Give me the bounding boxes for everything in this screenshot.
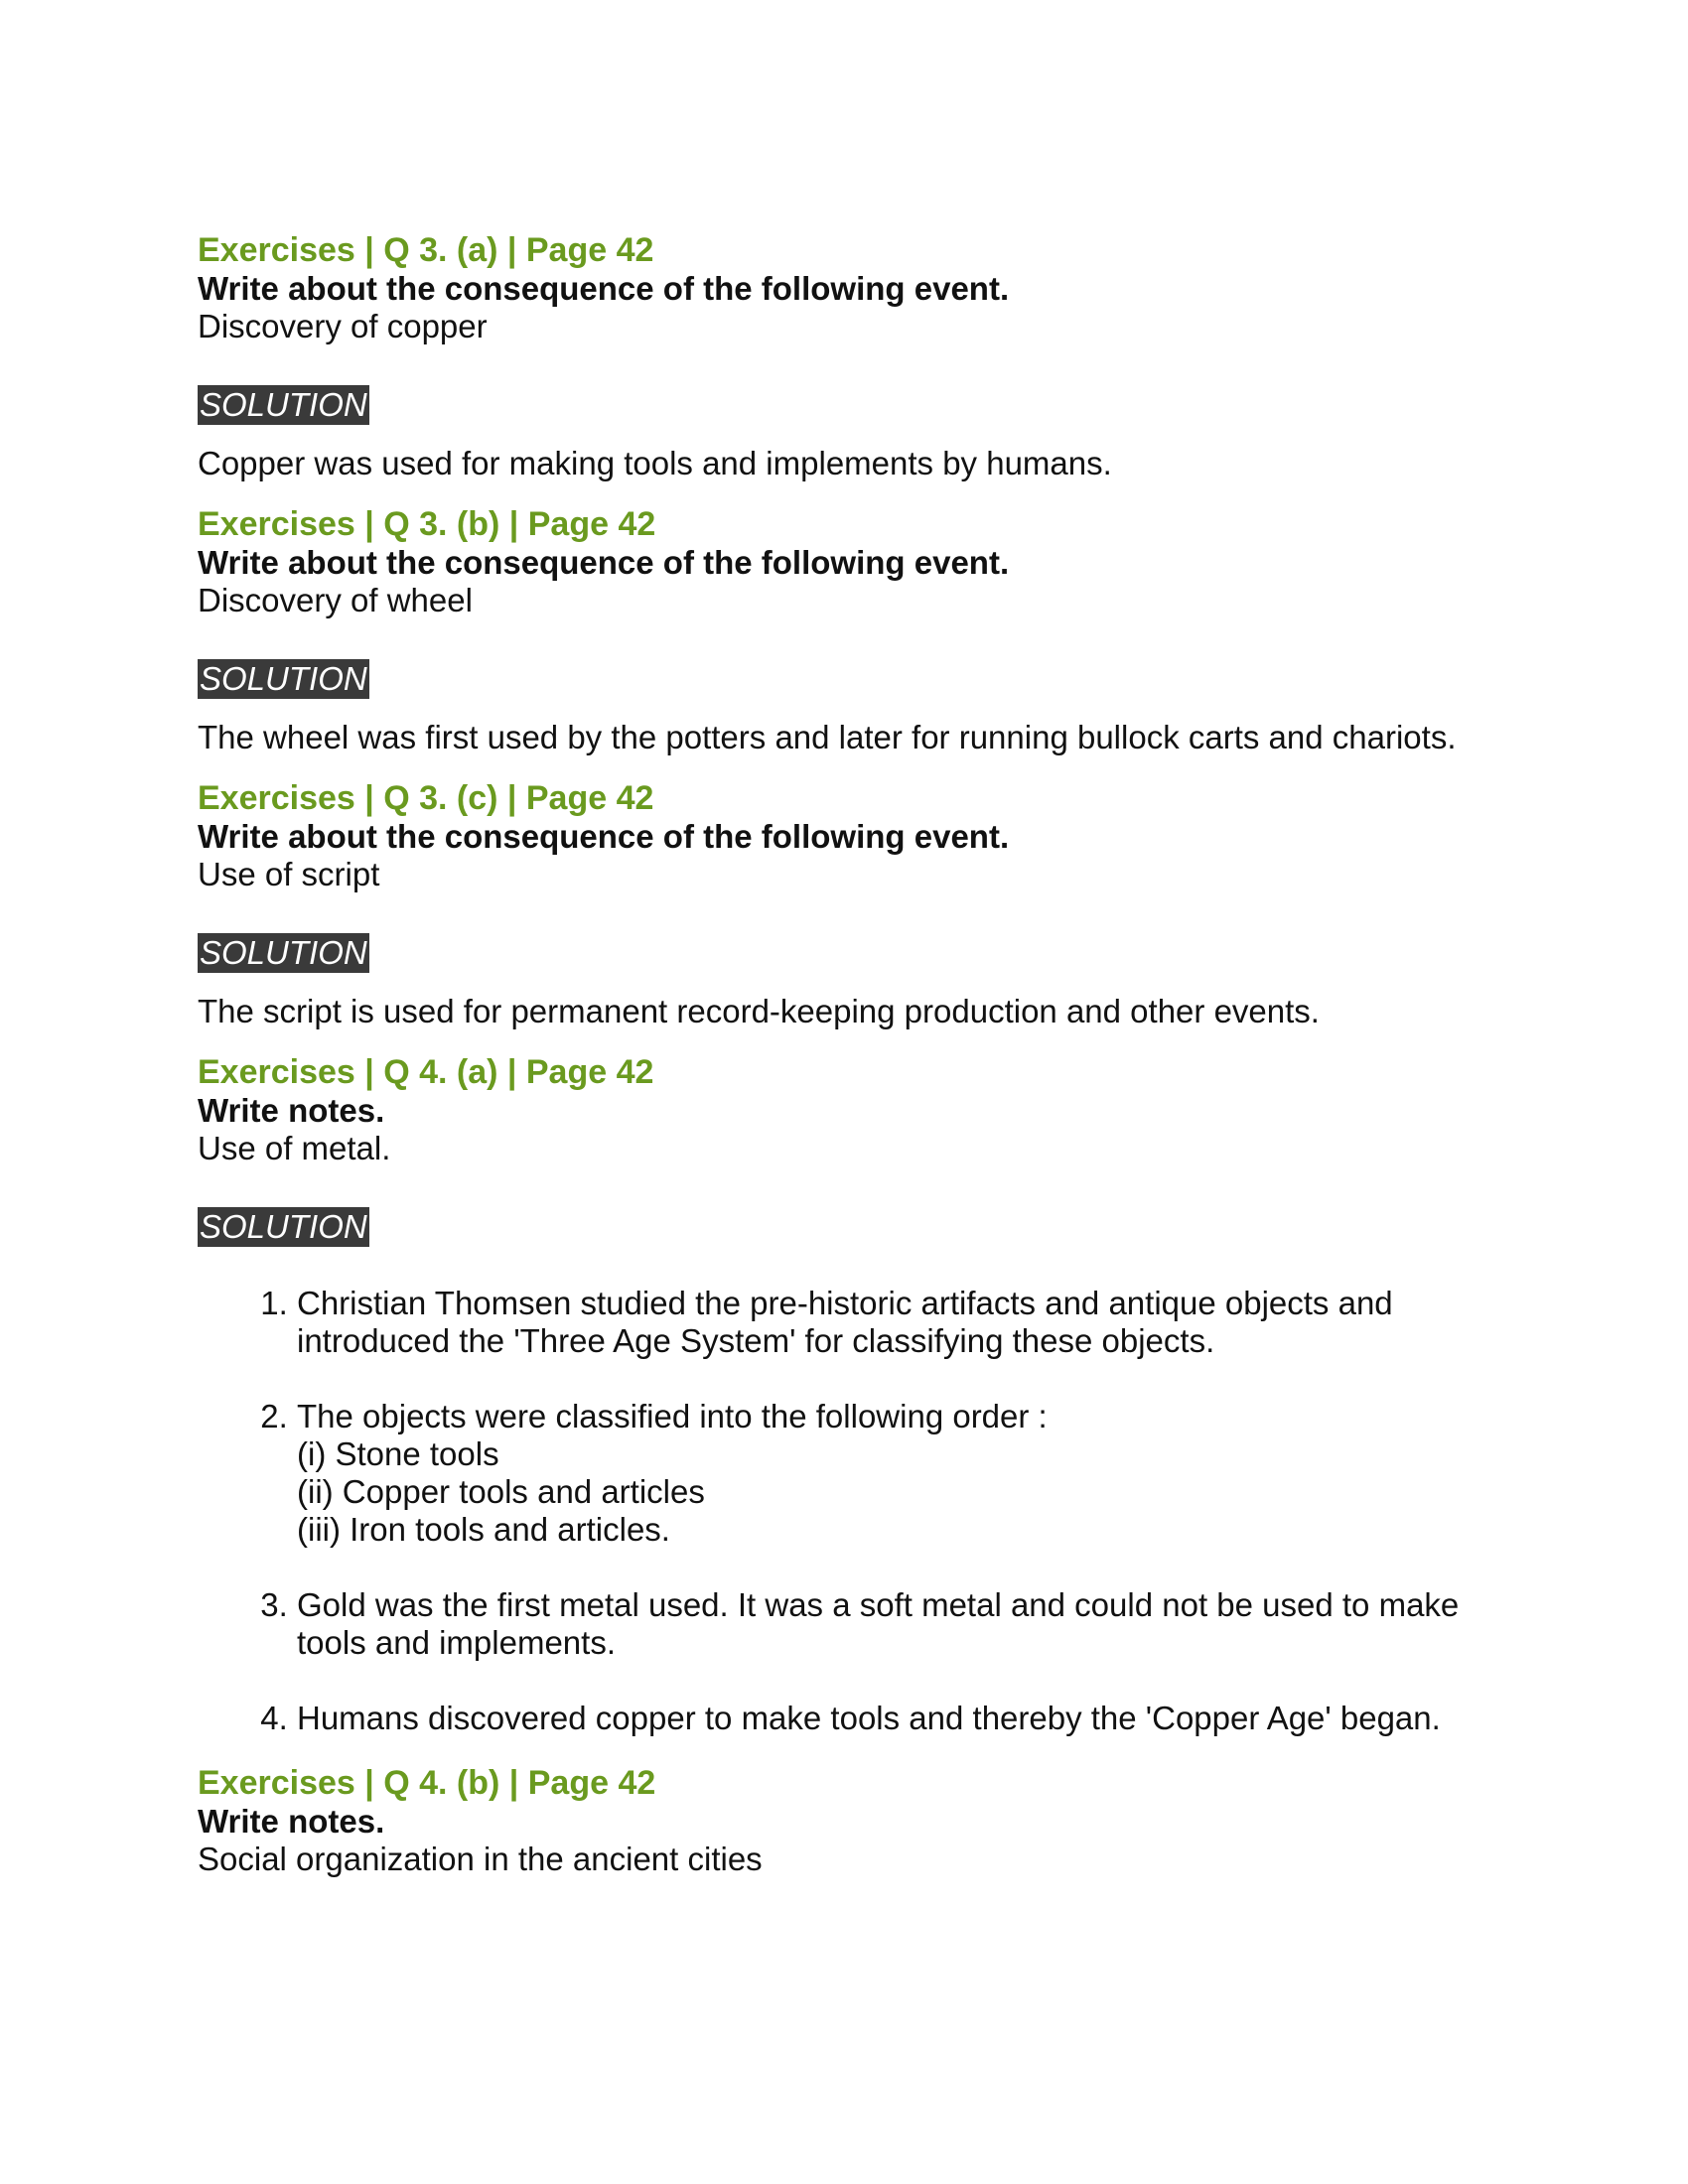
question-text: Write about the consequence of the following event. [198,270,1010,307]
exercise-heading: Exercises | Q 3. (a) | Page 42 [198,231,654,269]
solution-sub-item: (i) Stone tools [297,1435,499,1472]
solution-sub-item: (ii) Copper tools and articles [297,1473,705,1510]
solution-point [297,1586,1508,1662]
question-topic: Discovery of copper [198,308,488,344]
question-text: Write notes. [198,1092,385,1129]
exercise-block [198,1052,1508,1737]
question-text: Write about the consequence of the following event. [198,818,1010,855]
solution-point-text: Humans discovered copper to make tools and thereby the 'Copper Age' began. [297,1700,1441,1736]
exercise-block [198,230,1508,504]
question-topic: Use of metal. [198,1130,391,1166]
question-text: Write notes. [198,1803,385,1840]
question-text: Write about the consequence of the following event. [198,544,1010,581]
document-page [198,230,1508,1878]
solution-point [297,1285,1508,1360]
question-topic: Use of script [198,856,380,892]
exercise-heading: Exercises | Q 4. (b) | Page 42 [198,1764,656,1802]
solution-point-text: The objects were classified into the following order : [297,1398,1048,1434]
solution-badge: SOLUTION [200,1208,367,1245]
exercise-block [198,1763,1508,1878]
solution-badge: SOLUTION [200,660,367,697]
exercise-heading: Exercises | Q 3. (c) | Page 42 [198,779,654,817]
solution-sub-item: (iii) Iron tools and articles. [297,1511,670,1548]
exercise-heading: Exercises | Q 4. (a) | Page 42 [198,1053,654,1091]
exercise-heading: Exercises | Q 3. (b) | Page 42 [198,505,656,543]
solution-badge: SOLUTION [200,386,367,423]
answer-text: Copper was used for making tools and implements by humans. [198,445,1112,481]
answer-text: The wheel was first used by the potters and later for running bullock carts and chariots. [198,719,1457,755]
exercise-block [198,504,1508,778]
solution-point-text: Christian Thomsen studied the pre-historic artifacts and antique objects and introduced the 'Three Age System' for classifying these objects. [297,1285,1393,1359]
question-topic: Discovery of wheel [198,582,473,618]
answer-text: The script is used for permanent record-keeping production and other events. [198,993,1320,1029]
solution-point [297,1398,1508,1549]
solution-badge: SOLUTION [200,934,367,971]
solution-point-text: Gold was the first metal used. It was a soft metal and could not be used to make tools and implements. [297,1586,1460,1661]
question-topic: Social organization in the ancient cities [198,1841,763,1877]
exercise-block [198,778,1508,1052]
solution-point-list [198,1285,1508,1737]
solution-point [297,1700,1508,1737]
